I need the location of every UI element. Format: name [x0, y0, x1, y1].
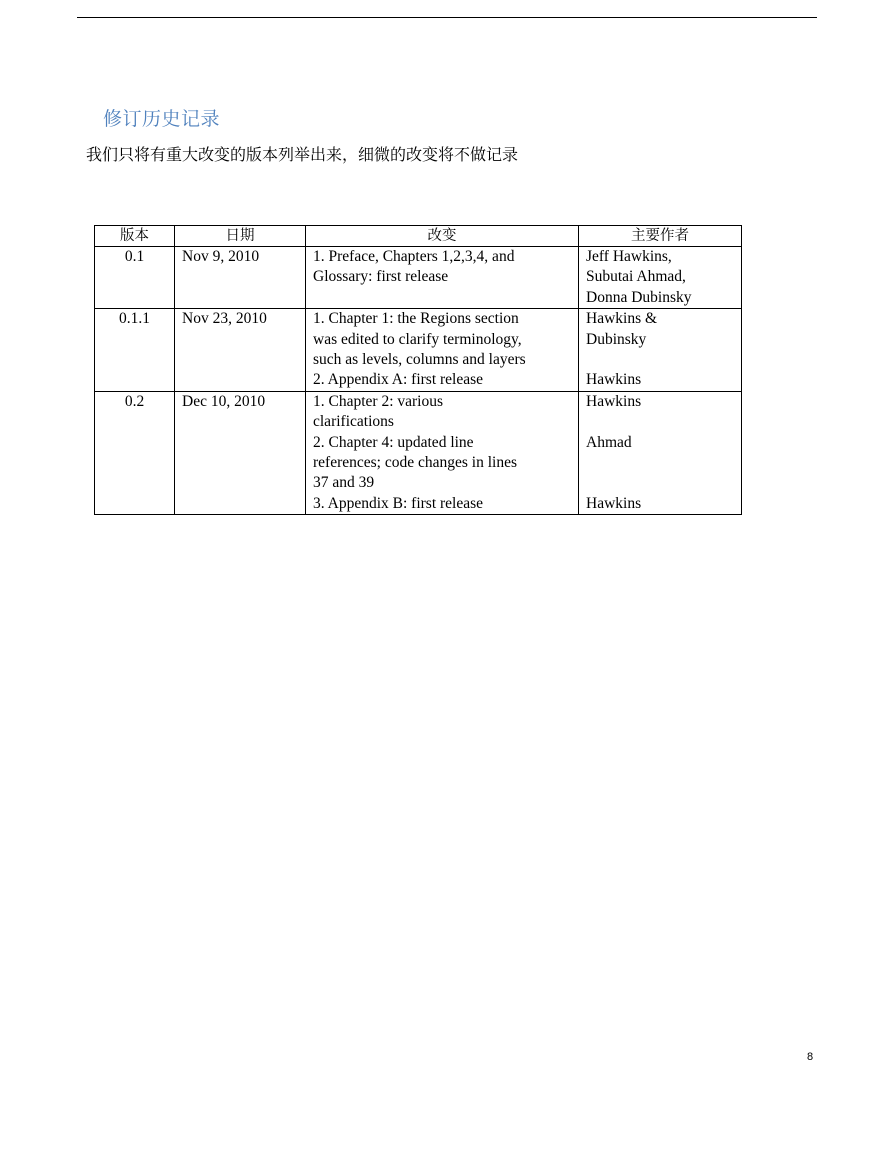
change-line: 1. Chapter 2: various	[313, 392, 444, 410]
authors-cell	[579, 391, 742, 514]
header-rule	[77, 17, 817, 18]
table-row	[95, 391, 742, 514]
change-line: 37 and 39	[313, 474, 375, 492]
version-cell: 0.2	[95, 391, 175, 514]
author-spacer	[586, 473, 737, 493]
date-cell: Dec 10, 2010	[175, 391, 306, 514]
date-cell: Nov 23, 2010	[175, 309, 306, 392]
table-header-row	[95, 226, 742, 247]
header-changes: 改变	[306, 226, 579, 247]
author-line: Dubinsky	[586, 330, 647, 348]
header-date: 日期	[175, 226, 306, 247]
header-authors: 主要作者	[579, 226, 742, 247]
author-line: Donna Dubinsky	[586, 288, 692, 306]
author-spacer	[586, 412, 737, 432]
change-line: 3. Appendix B: first release	[313, 494, 484, 512]
changes-cell	[306, 391, 579, 514]
revision-history-table	[94, 225, 742, 515]
page-number: 8	[807, 1051, 814, 1063]
version-cell: 0.1	[95, 247, 175, 309]
author-line: Jeff Hawkins,	[586, 248, 672, 265]
author-line: Hawkins	[586, 392, 642, 410]
changes-cell	[306, 309, 579, 392]
change-line: Glossary: first release	[313, 268, 449, 286]
change-line: clarifications	[313, 413, 394, 431]
change-line: was edited to clarify terminology,	[313, 330, 522, 348]
change-line: 1. Preface, Chapters 1,2,3,4, and	[313, 248, 515, 265]
page-title: 修订历史记录	[103, 108, 221, 130]
table-row	[95, 309, 742, 392]
author-line: Subutai Ahmad,	[586, 268, 686, 286]
date-cell: Nov 9, 2010	[175, 247, 306, 309]
change-line: 1. Chapter 1: the Regions section	[313, 310, 519, 328]
change-line: 2. Chapter 4: updated line	[313, 433, 474, 451]
author-line: Ahmad	[586, 433, 632, 451]
author-line: Hawkins	[586, 494, 642, 512]
change-line: references; code changes in lines	[313, 454, 517, 472]
change-line: such as levels, columns and layers	[313, 351, 526, 369]
authors-cell	[579, 309, 742, 392]
change-line: 2. Appendix A: first release	[313, 371, 484, 389]
author-line: Hawkins &	[586, 310, 658, 328]
author-spacer	[586, 350, 737, 370]
changes-cell	[306, 247, 579, 309]
version-cell: 0.1.1	[95, 309, 175, 392]
authors-cell	[579, 247, 742, 309]
author-spacer	[586, 453, 737, 473]
page-subtitle: 我们只将有重大改变的版本列举出来，细微的改变将不做记录	[86, 145, 519, 164]
table-row	[95, 247, 742, 309]
author-line: Hawkins	[586, 371, 642, 389]
header-version: 版本	[95, 226, 175, 247]
